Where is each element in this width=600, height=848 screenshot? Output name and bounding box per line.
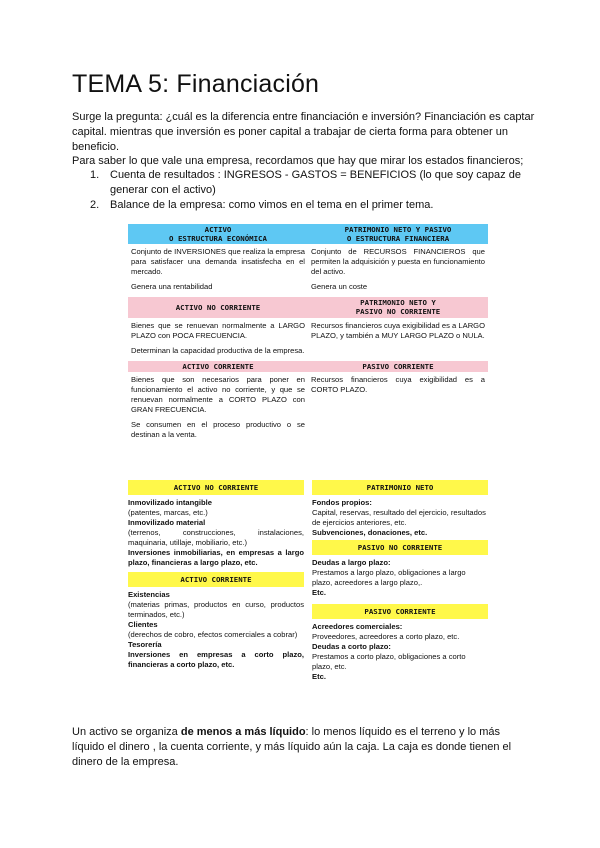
pasivo-corriente-header: PASIVO CORRIENTE	[308, 361, 488, 372]
activo-corriente-desc	[128, 374, 308, 441]
pasivo-no-corriente-desc: Recursos financieros cuya exigibilidad es a LARGO PLAZO, y también a MUY LARGO PLAZO o NULA.	[311, 321, 485, 340]
deudas-corto-plazo: Deudas a corto plazo:	[312, 642, 391, 651]
patrimonio-pasivo-header	[308, 224, 488, 244]
anc-desc-1: Bienes que se renuevan normalmente a LARGO PLAZO con POCA FRECUENCIA.	[131, 321, 305, 340]
intro-paragraph-2: Para saber lo que vale una empresa, recordamos que hay que mirar los estados financieros;	[72, 155, 524, 167]
deudas-largo-plazo: Deudas a largo plazo:	[312, 558, 391, 567]
list-number: 1.	[90, 169, 100, 181]
ac-desc-1: Bienes que son necesarios para poner en funcionamiento el activo no corriente, y que se renuevan normalmente a CORTO PLAZO con GRAN FRECUENCIA.	[131, 375, 305, 414]
patrimonio-pasivo-no-corriente-header	[308, 297, 488, 318]
pasivo-corriente-desc: Recursos financieros cuya exigibilidad es a CORTO PLAZO.	[311, 375, 485, 394]
etc-label: Etc.	[312, 588, 326, 597]
activo-description: Conjunto de INVERSIONES que realiza la empresa para satisfacer una demanda insatisfecha en el mercado.	[131, 247, 305, 276]
patrimonio-description: Conjunto de RECURSOS FINANCIEROS que permiten la adquisición y puesta en funcionamiento del activo.	[311, 247, 485, 276]
inmovilizado-material-desc: (terrenos, construcciones, instalaciones, maquinaria, utillaje, mobiliario, etc.)	[128, 528, 304, 547]
intro-paragraph: Surge la pregunta: ¿cuál es la diferencia entre financiación e inversión? Financiación es captar capital. mientras que inversión es poner capital a trabajar de cierta forma para obtener un beneficio.	[72, 111, 535, 153]
acreedores-comerciales: Acreedores comerciales:	[312, 622, 403, 631]
activo-corriente-header: ACTIVO CORRIENTE	[128, 361, 308, 372]
numbered-list	[90, 168, 530, 212]
list-item	[90, 198, 530, 213]
patrimonio-goal: Genera un coste	[311, 282, 368, 291]
closing-text-pre: Un activo se organiza	[72, 726, 181, 738]
list-number: 2.	[90, 198, 100, 211]
activo-column	[128, 480, 304, 670]
clientes: Clientes	[128, 620, 158, 629]
pnc-header-line2: PASIVO NO CORRIENTE	[355, 307, 441, 316]
inversiones-largo-plazo: Inversiones inmobiliarias, en empresas a largo plazo, financieras a largo plazo, etc.	[128, 548, 304, 567]
inmovilizado-intangible: Inmovilizado intangible	[128, 498, 212, 507]
inmovilizado-material: Inmovilizado material	[128, 518, 206, 527]
anc-desc-2: Determinan la capacidad productiva de la empresa.	[131, 346, 305, 355]
patrimonio-header-line1: PATRIMONIO NETO Y PASIVO	[344, 225, 452, 234]
closing-paragraph	[72, 725, 532, 769]
subvenciones: Subvenciones, donaciones, etc.	[312, 528, 428, 537]
etc-label: Etc.	[312, 672, 326, 681]
activo-header-line2: O ESTRUCTURA ECONÓMICA	[169, 234, 267, 243]
fondos-propios-desc: Capital, reservas, resultado del ejercicio, resultados de ejercicios anteriores, etc.	[312, 508, 486, 527]
list-text: Balance de la empresa: como vimos en el tema en el primer tema.	[110, 198, 434, 211]
pasivo-no-corriente-header: PASIVO NO CORRIENTE	[312, 540, 488, 555]
activo-no-corriente-desc	[128, 320, 308, 357]
activo-no-corriente-header: ACTIVO NO CORRIENTE	[128, 297, 308, 318]
activo-header-line1: ACTIVO	[204, 225, 232, 234]
deudas-largo-plazo-desc: Prestamos a largo plazo, obligaciones a largo plazo, acreedores a largo plazo,.	[312, 568, 466, 587]
balance-table	[128, 224, 488, 441]
closing-text-post: : lo menos líquido es el terreno y lo más líquido el dinero , la cuenta corriente, y más líquido aún la caja. La caja es donde tienen el dinero de la empresa.	[72, 726, 512, 768]
closing-text-bold: de menos a más líquido	[180, 726, 306, 738]
ac-desc-2: Se consumen en el proceso productivo o se destinan a la venta.	[131, 420, 305, 439]
acreedores-desc: Proveedores, acreedores a corto plazo, etc.	[312, 632, 460, 641]
activo-no-corriente-header: ACTIVO NO CORRIENTE	[128, 480, 304, 495]
inmovilizado-intangible-desc: (patentes, marcas, etc.)	[128, 508, 208, 517]
existencias: Existencias	[128, 590, 170, 599]
clientes-desc: (derechos de cobro, efectos comerciales a cobrar)	[128, 630, 298, 639]
fondos-propios: Fondos propios:	[312, 498, 372, 507]
patrimonio-neto-header: PATRIMONIO NETO	[312, 480, 488, 495]
list-text: Cuenta de resultados : INGRESOS - GASTOS = BENEFICIOS (lo que soy capaz de generar con el activo)	[110, 169, 521, 196]
pnc-header-line1: PATRIMONIO NETO Y	[360, 298, 436, 307]
activo-corriente-header: ACTIVO CORRIENTE	[128, 572, 304, 587]
activo-goal: Genera una rentabilidad	[131, 282, 213, 291]
pasivo-corriente-header: PASIVO CORRIENTE	[312, 604, 488, 619]
list-item	[90, 168, 530, 198]
page-title: TEMA 5: Financiación	[72, 70, 320, 98]
activo-header	[128, 224, 308, 244]
patrimonio-pasivo-column	[312, 480, 488, 682]
inversiones-corto-plazo: Inversiones en empresas a corto plazo, financieras a corto plazo, etc.	[128, 650, 304, 669]
existencias-desc: (materias primas, productos en curso, productos terminados, etc.)	[128, 600, 304, 619]
deudas-corto-plazo-desc: Prestamos a corto plazo, obligaciones a corto plazo, etc.	[312, 652, 466, 671]
tesoreria: Tesorería	[128, 640, 162, 649]
patrimonio-header-line2: O ESTRUCTURA FINANCIERA	[346, 234, 450, 243]
